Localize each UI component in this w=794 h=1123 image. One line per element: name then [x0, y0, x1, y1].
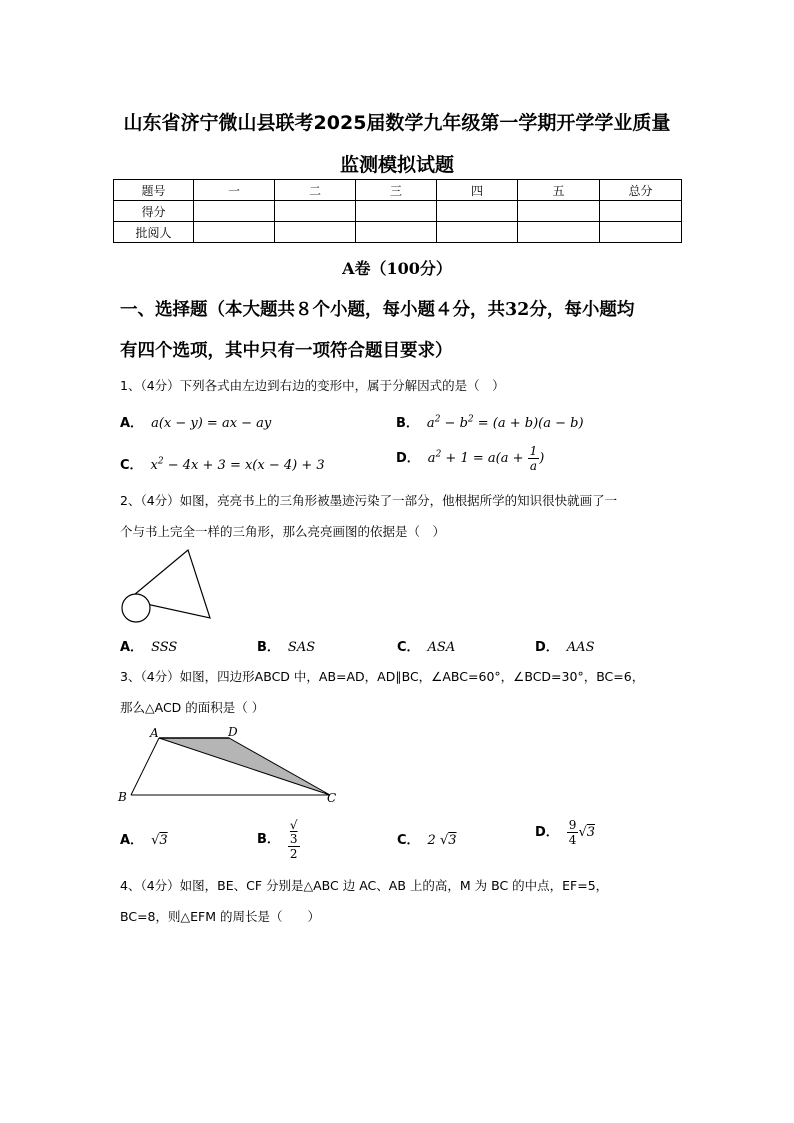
q4-stem-line2: BC=8，则△EFM 的周长是（ ）: [120, 909, 320, 924]
option-label: A．: [120, 640, 144, 655]
q2-option-c[interactable]: [397, 636, 455, 655]
option-label: C．: [397, 833, 420, 848]
option-value: SAS: [287, 640, 316, 655]
ink-stain: [122, 594, 150, 622]
table-row: [114, 222, 682, 243]
q3-option-a-expr: √3: [151, 833, 168, 848]
table-row: [114, 180, 682, 201]
q2-stem-line1: 2、（4分）如图，亮亮书上的三角形被墨迹污染了一部分，他根据所学的知识很快就画了一: [120, 493, 618, 508]
option-value: SSS: [151, 640, 178, 655]
score-table: [113, 179, 682, 243]
page-title: 山东省济宁微山县联考2025届数学九年级第一学期开学学业质量: [123, 112, 671, 134]
q3-option-c[interactable]: [397, 829, 457, 848]
q2-option-b[interactable]: [257, 636, 315, 655]
table-header-cell: 五: [518, 180, 600, 201]
q1-option-b-expr: $a^2 - b^2 = (a + b)(a - b)$: [426, 414, 584, 431]
q3-option-c-expr: 2 √3: [427, 833, 457, 848]
option-label: D．: [535, 640, 559, 655]
q4-stem-line1: 4、（4分）如图，BE、CF 分别是△ABC 边 AC、AB 上的高，M 为 BC 的中点，EF=5，: [120, 878, 609, 893]
table-header-cell: 四: [437, 180, 518, 201]
section-a-title: A卷（100分）: [342, 259, 452, 278]
q1-option-c[interactable]: [120, 454, 325, 473]
vertex-c-label: C: [327, 791, 337, 805]
q3-quadrilateral-figure: [112, 724, 347, 808]
part1-heading-line1: 一、选择题（本大题共８个小题，每小题４分，共32分，每小题均: [120, 300, 635, 320]
triangle-acd-shaded: [159, 738, 330, 795]
table-header-cell: 题号: [114, 180, 194, 201]
q1-option-a-expr: a(x − y) = ax − ay: [151, 416, 272, 431]
option-label: C．: [397, 640, 420, 655]
table-row: [114, 201, 682, 222]
q2-triangle-figure: [118, 548, 216, 626]
q3-option-b[interactable]: [257, 818, 300, 861]
table-header-cell: 三: [356, 180, 437, 201]
score-cell[interactable]: [194, 201, 275, 222]
grader-cell[interactable]: [194, 222, 275, 243]
part1-heading-line2: 有四个选项，其中只有一项符合题目要求）: [120, 341, 453, 361]
q3-option-d-frac: $\frac{9}{4}$: [568, 818, 577, 847]
grader-cell[interactable]: [275, 222, 356, 243]
option-label: B．: [396, 416, 419, 431]
q1-option-b[interactable]: [396, 412, 584, 431]
grader-cell[interactable]: [518, 222, 600, 243]
table-row-label: 批阅人: [114, 222, 194, 243]
table-row-label: 得分: [114, 201, 194, 222]
option-label: B．: [257, 832, 280, 847]
q2-option-d[interactable]: [535, 636, 594, 655]
q3-stem-line1: 3、（4分）如图，四边形ABCD 中，AB=AD，AD∥BC，∠ABC=60°，∠BCD=30°，BC=6，: [120, 669, 645, 684]
q3-stem-line2: 那么△ACD 的面积是（ ）: [120, 700, 265, 715]
table-header-cell: 二: [275, 180, 356, 201]
vertex-a-label: A: [150, 726, 159, 740]
q1-option-d[interactable]: [396, 444, 544, 473]
q1-option-a[interactable]: [120, 412, 271, 431]
score-cell[interactable]: [600, 201, 682, 222]
option-label: D．: [535, 825, 559, 840]
q1-stem: 1、（4分）下列各式由左边到右边的变形中，属于分解因式的是（ ）: [120, 378, 505, 393]
option-label: D．: [396, 451, 420, 466]
score-cell[interactable]: [437, 201, 518, 222]
option-value: ASA: [427, 640, 456, 655]
score-cell[interactable]: [356, 201, 437, 222]
vertex-b-label: B: [118, 790, 127, 804]
option-label: A．: [120, 833, 144, 848]
q3-option-b-expr: √ 3 2: [289, 818, 298, 861]
edge-ab: [131, 738, 159, 795]
table-header-cell: 一: [194, 180, 275, 201]
option-label: A．: [120, 416, 144, 431]
q1-option-d-expr: $a^2 + 1 = a(a$ + $\frac{1}{a}$ ): [427, 444, 545, 473]
q1-option-c-expr: $x^2 - 4x + 3 = x(x - 4) + 3$: [150, 456, 325, 473]
page-subtitle: 监测模拟试题: [339, 154, 454, 176]
vertex-d-label: D: [228, 725, 238, 739]
q3-option-a[interactable]: [120, 829, 168, 848]
grader-cell[interactable]: [356, 222, 437, 243]
grader-cell[interactable]: [437, 222, 518, 243]
table-header-cell: 总分: [600, 180, 682, 201]
option-value: AAS: [566, 640, 595, 655]
score-cell[interactable]: [275, 201, 356, 222]
score-cell[interactable]: [518, 201, 600, 222]
grader-cell[interactable]: [600, 222, 682, 243]
option-label: C．: [120, 458, 143, 473]
q3-option-d[interactable]: [535, 818, 595, 847]
option-label: B．: [257, 640, 280, 655]
q2-stem-line2: 个与书上完全一样的三角形，那么亮亮画图的依据是（ ）: [120, 524, 446, 539]
q2-option-a[interactable]: [120, 636, 177, 655]
q3-option-d-rad: √3: [578, 825, 596, 840]
